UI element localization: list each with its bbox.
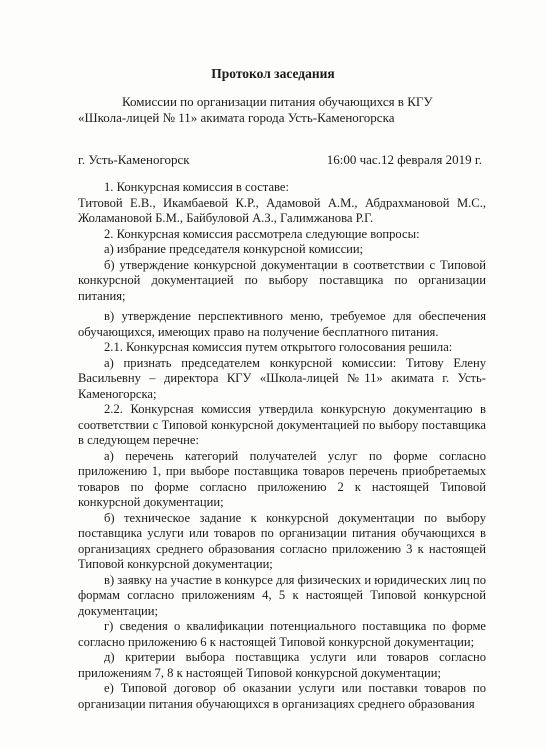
paragraph-13: г) сведения о квалификации потенциального поставщика по форме согласно приложению 6 к настоящей Типовой конкурсной документации;	[78, 619, 486, 649]
paragraph-3: 2. Конкурсная комиссия рассмотрела следующие вопросы:	[104, 226, 420, 241]
document-title: Протокол заседания	[211, 66, 335, 81]
paragraph-2: Титовой Е.В., Икамбаевой К.Р., Адамовой А.М., Абдрахмановой М.С., Жоламановой Б.М., Байбуловой А.З., Галимжанова Р.Г.	[78, 195, 486, 225]
paragraph-10: а) перечень категорий получателей услуг по форме согласно приложению 1, при выборе поставщика товаров перечень приобретаемых товаров по форме согласно приложению 2 к настоящей Типовой конкурсной документации;	[78, 448, 486, 509]
paragraph-8: а) признать председателем конкурсной комиссии: Титову Елену Васильевну – директора КГУ «Школа-лицей №11» акимата г. Усть-Каменогорска;	[78, 355, 486, 401]
paragraph-5: б) утверждение конкурсной документации в соответствии с Типовой конкурсной документацией по выбору поставщика по организации питания;	[78, 257, 486, 303]
paragraph-6: в) утверждение перспективного меню, требуемое для обеспечения обучающихся, имеющих право на получение бесплатного питания.	[78, 309, 486, 339]
paragraph-7: 2.1. Конкурсная комиссия путем открытого голосования решила:	[104, 340, 453, 354]
place-date-line	[78, 152, 482, 168]
paragraph-11: б) техническое задание к конкурсной документации по выбору поставщика услуги или товаров по организации питания обучающихся в организациях среднего образования согласно приложению 3 к настоящей Типовой конкурсной документации;	[78, 510, 486, 571]
datetime-label: 16:00 час.12 февраля 2019 г.	[326, 152, 482, 167]
document-subtitle: Комиссии по организации питания обучающихся в КГУ «Школа-лицей № 11» акимата города Усть-Каменогорска	[78, 94, 433, 125]
paragraph-12: в) заявку на участие в конкурсе для физических и юридических лиц по формам согласно приложениям 4, 5 к настоящей Типовой конкурсной документации;	[78, 572, 486, 618]
city-label: г. Усть-Каменогорск	[78, 152, 190, 167]
paragraph-14: д) критерии выбора поставщика услуги или товаров согласно приложениям 7, 8 к настоящей Типовой конкурсной документации;	[78, 650, 486, 680]
document-body	[78, 180, 486, 712]
paragraph-15: е) Типовой договор об оказании услуги или поставки товаров по организации питания обучающихся в организациях среднего образования	[78, 681, 486, 711]
paragraph-9: 2.2. Конкурсная комиссия утвердила конкурсную документацию в соответствии с Типовой конкурсной документацией по выбору поставщика в следующем перечне:	[78, 402, 486, 447]
paragraph-4: а) избрание председателя конкурсной комиссии;	[104, 242, 364, 256]
paragraph-1: 1. Конкурсная комиссия в составе:	[104, 180, 289, 194]
